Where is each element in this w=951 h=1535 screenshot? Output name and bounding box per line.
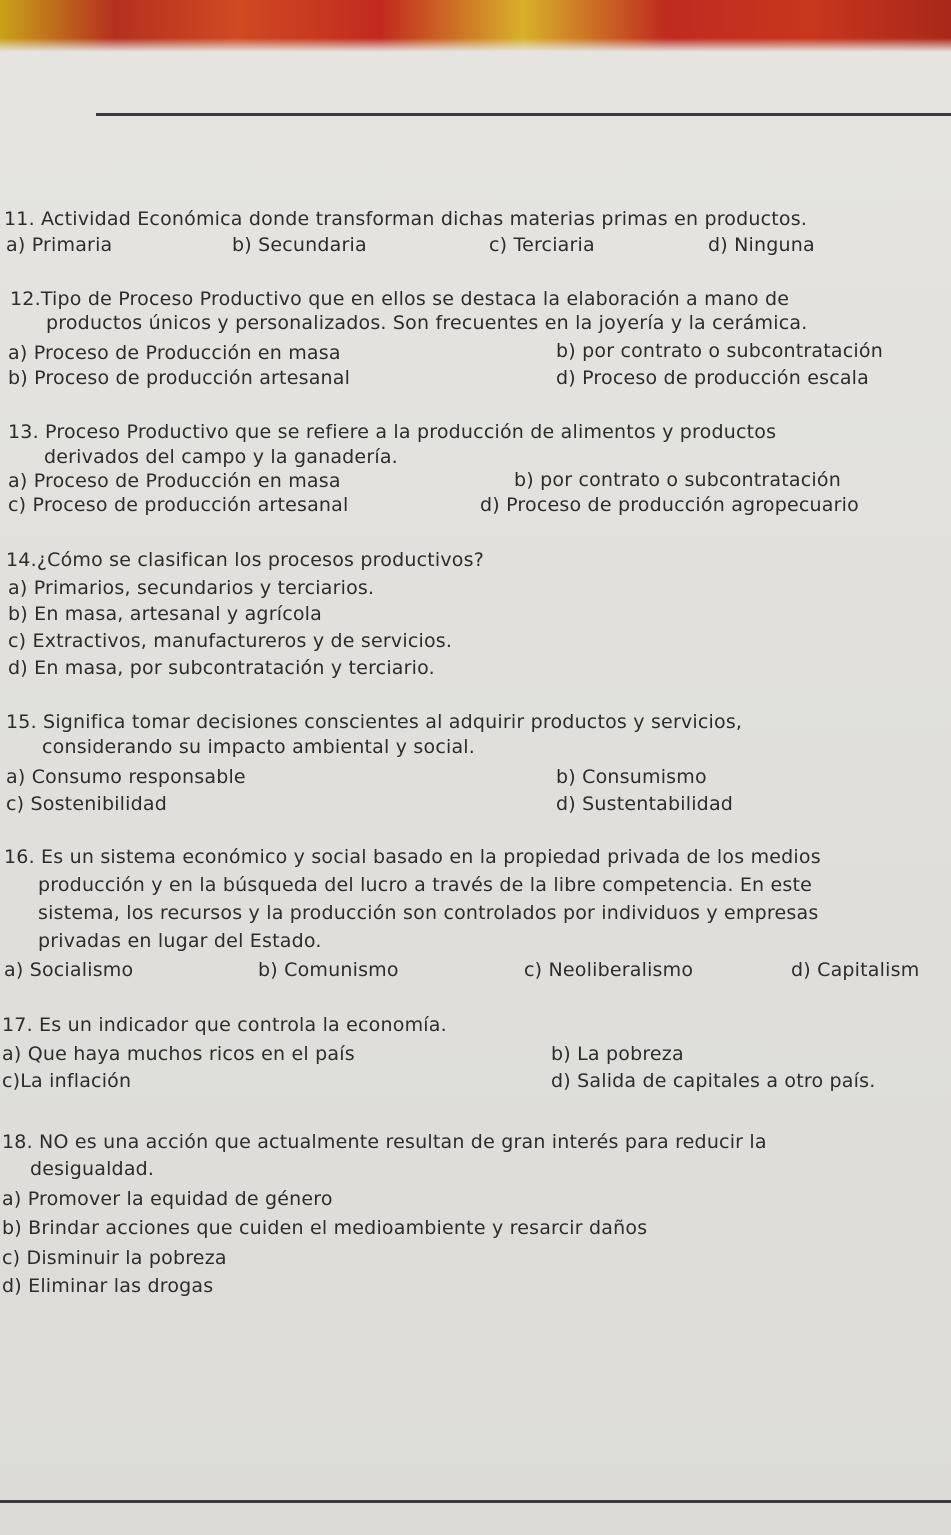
q13-option-a: a) Proceso de Producción en masa <box>8 470 341 492</box>
q16-option-b: b) Comunismo <box>258 959 399 981</box>
q11-stem: 11. Actividad Económica donde transforman dichas materias primas en productos. <box>4 208 808 230</box>
q18-option-a: a) Promover la equidad de género <box>2 1188 333 1210</box>
q17-option-a: a) Que haya muchos ricos en el país <box>2 1043 355 1065</box>
q16-stem-line-4: privadas en lugar del Estado. <box>38 930 322 952</box>
q11-option-d: d) Ninguna <box>708 234 815 256</box>
q17-option-d: d) Salida de capitales a otro país. <box>551 1070 876 1092</box>
q16-option-c: c) Neoliberalismo <box>524 959 694 981</box>
q14-option-d: d) En masa, por subcontratación y terciario. <box>8 657 435 679</box>
q15-stem-line-2: considerando su impacto ambiental y social. <box>42 736 476 758</box>
q12-option-b: b) por contrato o subcontratación <box>556 340 883 362</box>
q17-option-c: c)La inflación <box>2 1070 132 1092</box>
q15-stem-line-1: 15. Significa tomar decisiones conscientes al adquirir productos y servicios, <box>6 711 743 733</box>
bottom-rule <box>0 1500 951 1503</box>
tablecloth-background <box>0 0 951 52</box>
q16-option-d: d) Capitalism <box>791 959 920 981</box>
q13-option-b: b) por contrato o subcontratación <box>514 469 841 491</box>
q12-option-c: b) Proceso de producción artesanal <box>8 367 351 389</box>
q12-option-d: d) Proceso de producción escala <box>556 367 870 389</box>
q16-stem-line-1: 16. Es un sistema económico y social basado en la propiedad privada de los medios <box>4 846 821 868</box>
q14-option-a: a) Primarios, secundarios y terciarios. <box>8 577 375 599</box>
q15-option-b: b) Consumismo <box>556 766 707 788</box>
q18-option-c: c) Disminuir la pobreza <box>2 1247 227 1269</box>
q17-stem: 17. Es un indicador que controla la economía. <box>2 1014 447 1036</box>
q16-stem-line-3: sistema, los recursos y la producción son controlados por individuos y empresas <box>38 902 819 924</box>
q13-option-d: d) Proceso de producción agropecuario <box>480 494 859 516</box>
q17-option-b: b) La pobreza <box>551 1043 684 1065</box>
q15-option-a: a) Consumo responsable <box>6 766 246 788</box>
q12-stem-line-1: 12.Tipo de Proceso Productivo que en ellos se destaca la elaboración a mano de <box>10 288 790 310</box>
q12-option-a: a) Proceso de Producción en masa <box>8 342 341 364</box>
q14-option-b: b) En masa, artesanal y agrícola <box>8 603 322 625</box>
q18-stem-line-2: desigualdad. <box>30 1158 155 1180</box>
q13-stem-line-1: 13. Proceso Productivo que se refiere a la producción de alimentos y productos <box>8 421 777 443</box>
q13-option-c: c) Proceso de producción artesanal <box>8 494 349 516</box>
q18-option-b: b) Brindar acciones que cuiden el medioambiente y resarcir daños <box>2 1217 648 1239</box>
top-rule <box>96 113 951 116</box>
q18-stem-line-1: 18. NO es una acción que actualmente resultan de gran interés para reducir la <box>2 1131 767 1153</box>
q13-stem-line-2: derivados del campo y la ganadería. <box>44 446 398 468</box>
q14-option-c: c) Extractivos, manufactureros y de servicios. <box>8 630 453 652</box>
q16-option-a: a) Socialismo <box>4 959 134 981</box>
q15-option-c: c) Sostenibilidad <box>6 793 168 815</box>
q18-option-d: d) Eliminar las drogas <box>2 1275 214 1297</box>
q11-option-c: c) Terciaria <box>489 234 595 256</box>
q11-option-a: a) Primaria <box>6 234 113 256</box>
q16-stem-line-2: producción y en la búsqueda del lucro a través de la libre competencia. En este <box>38 874 813 896</box>
q11-option-b: b) Secundaria <box>232 234 367 256</box>
q12-stem-line-2: productos únicos y personalizados. Son frecuentes en la joyería y la cerámica. <box>46 312 808 334</box>
q14-stem: 14.¿Cómo se clasifican los procesos productivos? <box>6 549 485 571</box>
q15-option-d: d) Sustentabilidad <box>556 793 734 815</box>
